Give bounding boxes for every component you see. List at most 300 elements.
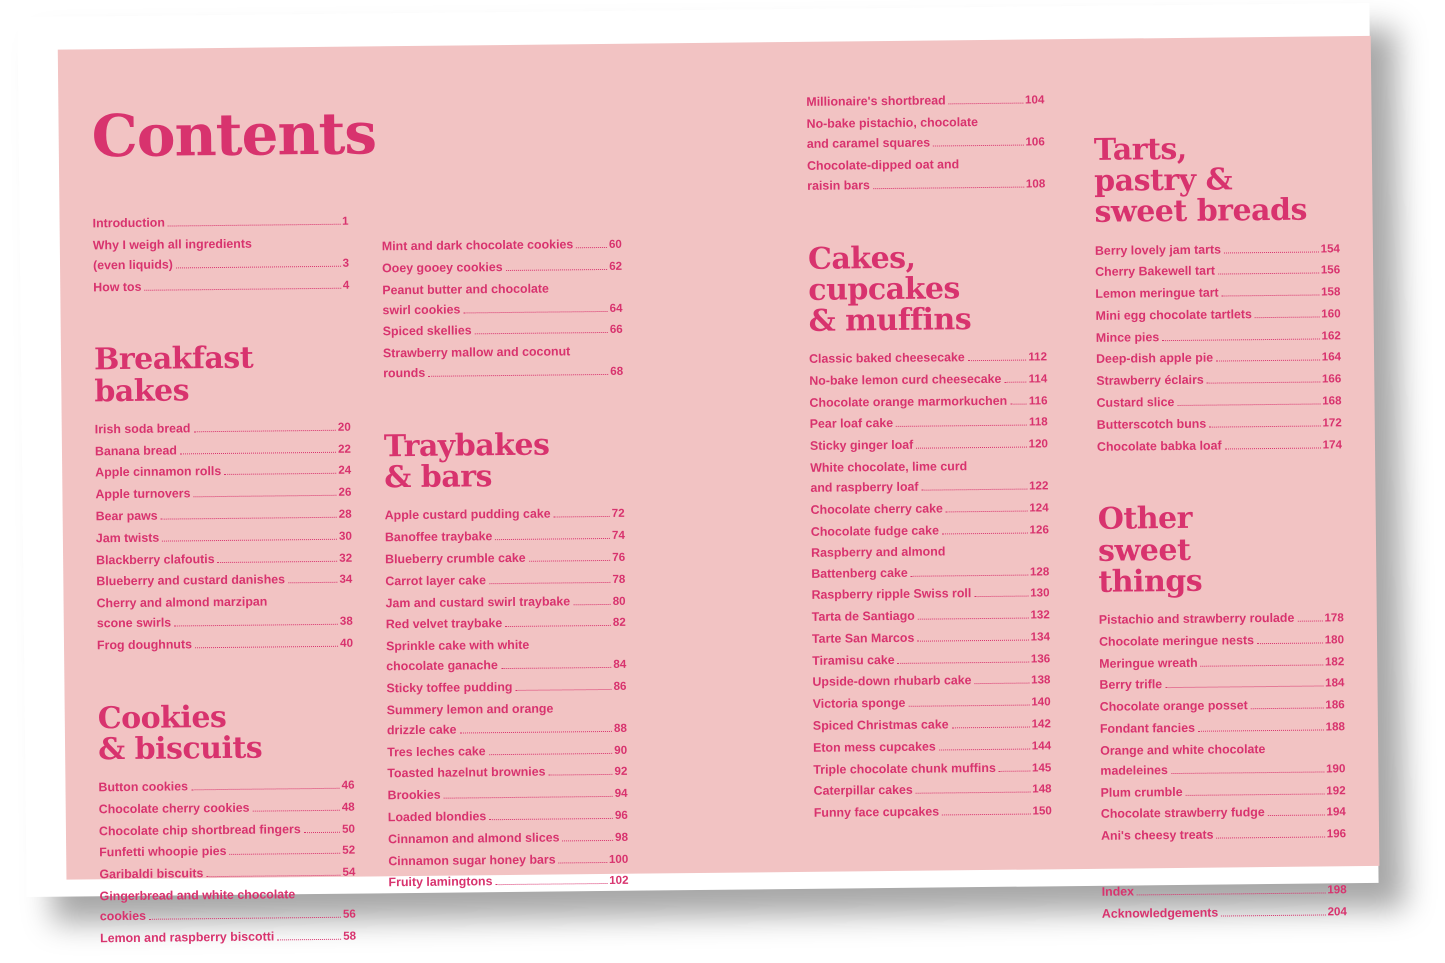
toc-entry[interactable] (388, 827, 628, 850)
toc-page-number: 140 (1031, 695, 1051, 709)
toc-leader-dots (253, 810, 340, 812)
toc-entry[interactable] (1095, 260, 1340, 283)
toc-leader-dots (1201, 664, 1323, 666)
toc-entry[interactable] (387, 698, 627, 741)
toc-entry[interactable] (387, 739, 627, 762)
toc-page-number: 106 (1025, 135, 1045, 149)
toc-entry[interactable] (1099, 607, 1344, 630)
toc-entry[interactable] (96, 525, 352, 548)
toc-page-number: 188 (1325, 720, 1345, 734)
toc-entry[interactable] (1095, 238, 1340, 261)
toc-entry-label: Mince pies (1095, 329, 1160, 345)
toc-entry-row (387, 761, 627, 784)
toc-entry[interactable] (387, 761, 627, 784)
toc-page-number: 46 (341, 778, 355, 792)
toc-leader-dots (1216, 360, 1320, 362)
toc-leader-dots (277, 939, 341, 941)
toc-entry-row (95, 416, 351, 439)
toc-entry[interactable] (810, 412, 1048, 435)
toc-leader-dots (176, 266, 341, 269)
toc-entry-row (385, 547, 625, 570)
toc-entry[interactable] (386, 612, 626, 635)
toc-entry-label: Ooey gooey cookies (382, 259, 503, 276)
toc-page-number: 172 (1322, 416, 1342, 430)
toc-list (385, 503, 629, 893)
toc-list (1102, 879, 1347, 924)
toc-entry[interactable] (98, 775, 354, 798)
toc-entry-row (1095, 281, 1340, 304)
toc-entry-label-cont: chocolate ganache (386, 658, 498, 674)
toc-leader-dots (1268, 815, 1325, 817)
toc-entry[interactable] (811, 497, 1049, 520)
contents-column-2 (380, 94, 628, 895)
toc-entry-label: Caterpillar cakes (813, 783, 913, 799)
toc-entry-label: Chocolate-dipped oat and (806, 156, 960, 173)
toc-page-number: 142 (1031, 717, 1051, 731)
toc-entry[interactable] (813, 692, 1051, 715)
toc-leader-dots (489, 818, 613, 820)
toc-entry[interactable] (1096, 369, 1341, 392)
toc-entry[interactable] (388, 870, 628, 893)
toc-entry[interactable] (93, 232, 349, 276)
toc-page-number: 154 (1320, 241, 1340, 256)
toc-leader-dots (489, 582, 611, 584)
toc-leader-dots (1198, 729, 1324, 731)
toc-entry-label: Sticky ginger loaf (809, 437, 914, 454)
toc-leader-dots (898, 661, 1029, 663)
toc-page-number: 148 (1032, 782, 1052, 796)
toc-entry[interactable] (1096, 325, 1341, 348)
toc-entry-label: Red velvet traybake (385, 616, 503, 632)
toc-page-number: 80 (612, 594, 626, 608)
toc-entry[interactable] (809, 368, 1047, 391)
toc-entry[interactable] (1102, 901, 1347, 924)
toc-leader-dots (1207, 382, 1320, 384)
toc-entry-label: Sprinkle cake with white (385, 637, 530, 654)
toc-page-number: 78 (612, 572, 626, 586)
toc-page-number: 194 (1326, 805, 1346, 819)
toc-leader-dots (501, 667, 612, 669)
toc-entry-row (382, 234, 622, 257)
toc-entry[interactable] (812, 670, 1050, 693)
toc-entry-row (1101, 780, 1346, 803)
toc-page-number: 150 (1032, 804, 1052, 818)
toc-entry-row (385, 569, 625, 592)
toc-entry[interactable] (382, 256, 622, 279)
toc-entry[interactable] (385, 503, 625, 526)
toc-entry[interactable] (1097, 412, 1342, 435)
toc-entry-row (1099, 673, 1344, 696)
toc-entry[interactable] (811, 541, 1049, 584)
toc-entry-label-cont: and raspberry loaf (810, 479, 919, 495)
toc-entry[interactable] (386, 676, 626, 699)
toc-entry-label: Spiced skellies (382, 323, 472, 339)
toc-entry[interactable] (1095, 281, 1340, 304)
toc-page-number: 168 (1322, 394, 1342, 408)
toc-entry[interactable] (100, 884, 356, 928)
contents-columns (58, 36, 1380, 946)
spacer (1101, 845, 1346, 882)
toc-leader-dots (180, 451, 336, 454)
toc-entry[interactable] (809, 390, 1047, 413)
toc-list (382, 234, 624, 385)
toc-page-number: 158 (1320, 285, 1341, 299)
toc-leader-dots (1225, 447, 1321, 449)
toc-entry[interactable] (806, 111, 1044, 154)
toc-entry[interactable] (810, 434, 1048, 457)
toc-entry[interactable] (92, 211, 348, 234)
toc-entry[interactable] (812, 648, 1050, 671)
toc-leader-dots (559, 862, 607, 864)
toc-page-number: 204 (1327, 904, 1347, 919)
toc-entry-row (93, 274, 349, 297)
toc-entry-row (1096, 303, 1341, 326)
toc-entry[interactable] (96, 591, 352, 635)
toc-leader-dots (1251, 708, 1324, 710)
toc-leader-dots (475, 332, 608, 334)
toc-entry[interactable] (1096, 390, 1341, 413)
toc-entry-row (813, 757, 1051, 780)
toc-leader-dots (1221, 914, 1325, 916)
toc-entry[interactable] (100, 925, 356, 948)
toc-entry[interactable] (385, 590, 625, 613)
spacer (383, 383, 623, 432)
toc-entry[interactable] (807, 153, 1045, 196)
toc-entry[interactable] (99, 840, 355, 863)
toc-entry-label: Mint and dark chocolate cookies (381, 237, 574, 254)
toc-entry[interactable] (99, 796, 355, 819)
toc-entry-row (387, 739, 627, 762)
toc-entry-row (813, 713, 1051, 736)
toc-entry-label-cont: (even liquids) (92, 257, 173, 273)
toc-entry[interactable] (1101, 823, 1346, 846)
toc-page-number: 72 (611, 507, 625, 521)
toc-leader-dots (576, 247, 607, 248)
toc-list (92, 211, 349, 298)
toc-entry-label: Blackberry clafoutis (96, 551, 215, 567)
toc-page-number: 68 (610, 365, 624, 379)
toc-entry-row (807, 131, 1045, 154)
toc-entry-label: Jam and custard swirl traybake (385, 593, 571, 610)
toc-entry-row (383, 361, 623, 384)
toc-leader-dots (168, 224, 340, 227)
toc-entry-label: Ani's cheesy treats (1100, 827, 1214, 843)
toc-leader-dots (463, 311, 607, 314)
toc-entry-label: Funfetti whoopie pies (99, 844, 227, 860)
toc-entry-label-cont: cookies (99, 908, 147, 924)
toc-entry-label: Peanut butter and chocolate (382, 281, 549, 297)
toc-page-number: 184 (1325, 676, 1345, 690)
toc-entry-label: Jam twists (95, 530, 160, 546)
contents-column-3 (806, 89, 1052, 824)
toc-page-number: 162 (1321, 328, 1341, 343)
spacer (93, 296, 349, 345)
toc-entry-row (385, 590, 625, 613)
toc-entry-row (96, 525, 352, 548)
toc-entry[interactable] (93, 274, 349, 297)
toc-entry[interactable] (1101, 802, 1346, 825)
toc-entry-label: No-bake lemon curd cheesecake (809, 371, 1002, 388)
toc-entry[interactable] (382, 234, 622, 257)
toc-entry-label: Raspberry ripple Swiss roll (811, 586, 972, 603)
toc-entry[interactable] (812, 604, 1050, 627)
toc-entry-row (388, 848, 628, 871)
spacer (92, 163, 348, 214)
toc-leader-dots (1217, 837, 1325, 839)
toc-entry-label: Fruity lamingtons (388, 874, 493, 890)
toc-entry-label: Banana bread (94, 443, 177, 458)
toc-page-number: 198 (1327, 883, 1347, 897)
toc-list (98, 775, 356, 949)
toc-entry-row (1099, 607, 1344, 630)
toc-entry-row (1102, 879, 1347, 902)
toc-leader-dots (162, 539, 337, 542)
toc-page-number: 94 (614, 787, 628, 801)
toc-entry[interactable] (1096, 303, 1341, 326)
toc-entry[interactable] (1097, 434, 1342, 457)
toc-leader-dots (193, 495, 336, 497)
toc-entry[interactable] (806, 89, 1044, 112)
toc-entry-row (97, 611, 353, 634)
toc-entry[interactable] (387, 783, 627, 806)
toc-entry[interactable] (383, 341, 623, 384)
toc-entry[interactable] (383, 319, 623, 342)
toc-entry[interactable] (813, 779, 1051, 802)
toc-entry-row (96, 569, 352, 592)
toc-entry-row (813, 735, 1051, 758)
toc-entry[interactable] (99, 818, 355, 841)
toc-leader-dots (230, 853, 341, 855)
spacer (1097, 456, 1342, 505)
toc-page-number: 76 (612, 550, 626, 564)
toc-page-number: 186 (1325, 698, 1345, 712)
toc-entry[interactable] (811, 519, 1049, 542)
toc-entry[interactable] (812, 626, 1050, 649)
section-heading: Other sweet things (1097, 501, 1203, 600)
toc-entry-label: Cherry and almond marzipan (96, 594, 268, 611)
toc-entry-label-cont: drizzle cake (386, 722, 457, 738)
contents-column-4 (1093, 86, 1347, 925)
toc-entry-label: Raspberry and almond (811, 544, 946, 561)
toc-entry-row (386, 654, 626, 677)
toc-leader-dots (1171, 771, 1324, 774)
toc-entry[interactable] (95, 460, 351, 483)
toc-entry[interactable] (385, 525, 625, 548)
toc-page-number: 104 (1024, 93, 1045, 107)
toc-entry[interactable] (385, 569, 625, 592)
toc-leader-dots (1224, 251, 1319, 253)
toc-page-number: 90 (614, 743, 628, 757)
toc-page-number: 196 (1326, 827, 1347, 841)
toc-entry[interactable] (97, 633, 353, 656)
toc-page-number: 100 (608, 852, 629, 866)
section-heading: Cookies & biscuits (97, 699, 263, 768)
toc-entry[interactable] (382, 277, 622, 320)
toc-entry[interactable] (1099, 629, 1344, 652)
toc-entry-label: Apple cinnamon rolls (95, 464, 222, 480)
toc-entry[interactable] (814, 800, 1052, 823)
toc-entry-row (811, 519, 1049, 542)
toc-entry-row (812, 626, 1050, 649)
toc-entry[interactable] (388, 848, 628, 871)
toc-entry[interactable] (813, 757, 1051, 780)
toc-entry[interactable] (1100, 694, 1345, 717)
toc-leader-dots (549, 774, 613, 776)
toc-entry-row (810, 412, 1048, 435)
toc-entry-row (1097, 412, 1342, 435)
toc-leader-dots (505, 625, 611, 627)
toc-entry[interactable] (1099, 651, 1344, 674)
toc-entry-label: Chocolate meringue nests (1098, 632, 1255, 649)
toc-entry[interactable] (385, 547, 625, 570)
toc-entry-row (1099, 651, 1344, 674)
toc-page-number: 26 (338, 485, 352, 499)
toc-page-number: 86 (613, 679, 627, 693)
toc-leader-dots (1177, 404, 1320, 406)
toc-entry-row (810, 434, 1048, 457)
toc-leader-dots (1209, 425, 1320, 427)
toc-page-number: 174 (1322, 437, 1343, 452)
toc-entry[interactable] (809, 346, 1047, 369)
toc-entry-row (97, 633, 353, 656)
toc-entry-row (92, 211, 348, 234)
toc-leader-dots (908, 705, 1029, 707)
toc-page-number: 62 (609, 259, 623, 273)
toc-entry-label: Frog doughnuts (96, 637, 193, 653)
toc-page-number: 28 (338, 507, 352, 521)
toc-entry-row (1096, 347, 1341, 370)
toc-leader-dots (999, 770, 1030, 771)
toc-entry[interactable] (813, 713, 1051, 736)
toc-entry-label: Plum crumble (1100, 784, 1183, 800)
toc-entry-row (809, 346, 1047, 369)
toc-entry-label: Toasted hazelnut brownies (387, 765, 546, 781)
toc-entry[interactable] (1101, 780, 1346, 803)
toc-entry[interactable] (95, 416, 351, 439)
toc-entry-label: Chocolate orange marmorkuchen (809, 393, 1008, 410)
toc-entry-row (1097, 434, 1342, 457)
book-page-sheet (17, 3, 1378, 946)
toc-entry-row (1100, 758, 1345, 781)
toc-entry-label: Bear paws (95, 508, 158, 524)
toc-leader-dots (974, 596, 1028, 598)
toc-entry[interactable] (388, 805, 628, 828)
toc-entry-row (1095, 238, 1340, 261)
toc-page-number: 130 (1030, 586, 1050, 600)
toc-entry-label: Funny face cupcakes (813, 804, 940, 820)
toc-entry-row (96, 504, 352, 527)
toc-entry-label: Acknowledgements (1101, 905, 1219, 921)
toc-entry-row (96, 547, 352, 570)
toc-page-number: 52 (342, 844, 356, 858)
toc-page-number: 164 (1321, 350, 1342, 364)
toc-list (809, 346, 1052, 823)
toc-entry-row (99, 818, 355, 841)
toc-page-number: 134 (1030, 630, 1051, 644)
toc-entry-row (813, 779, 1051, 802)
toc-leader-dots (554, 516, 610, 518)
toc-page-number: 192 (1326, 783, 1346, 797)
toc-page-number: 128 (1029, 564, 1050, 579)
toc-entry-row (385, 503, 625, 526)
toc-entry-row (93, 253, 349, 276)
toc-entry-label: Chocolate cherry cookies (98, 800, 250, 817)
toc-entry[interactable] (1099, 673, 1344, 696)
spacer (1093, 86, 1338, 135)
toc-page-number: 84 (613, 658, 627, 672)
toc-entry[interactable] (96, 569, 352, 592)
toc-leader-dots (1297, 620, 1322, 621)
toc-entry-row (809, 390, 1047, 413)
toc-leader-dots (1137, 892, 1325, 895)
toc-page-number: 108 (1025, 177, 1046, 191)
toc-page-number: 144 (1031, 739, 1052, 753)
toc-entry-label: Lemon meringue tart (1095, 285, 1219, 301)
toc-entry-row (100, 925, 356, 948)
toc-entry-row (98, 775, 354, 798)
toc-entry-label: Meringue wreath (1099, 655, 1198, 671)
toc-page-number: 166 (1321, 372, 1342, 386)
spacer (807, 195, 1045, 243)
toc-entry-row (387, 718, 627, 741)
toc-leader-dots (939, 748, 1030, 750)
toc-leader-dots (460, 731, 613, 734)
toc-list (1095, 238, 1342, 457)
toc-entry[interactable] (811, 583, 1049, 606)
section-heading: Tarts, pastry & sweet breads (1093, 131, 1308, 231)
toc-entry-row (1096, 369, 1341, 392)
toc-leader-dots (161, 517, 337, 520)
toc-leader-dots (191, 788, 340, 791)
page-title: Contents (91, 99, 377, 171)
toc-page-number: 160 (1321, 307, 1341, 321)
toc-entry-label: Orange and white chocolate (1100, 741, 1266, 758)
toc-entry[interactable] (95, 438, 351, 461)
toc-page-number: 156 (1320, 263, 1341, 277)
toc-entry[interactable] (1102, 879, 1347, 902)
toc-entry[interactable] (96, 547, 352, 570)
toc-leader-dots (506, 269, 608, 271)
toc-entry[interactable] (386, 634, 626, 677)
toc-entry[interactable] (96, 504, 352, 527)
toc-entry-row (382, 256, 622, 279)
toc-entry-label: Chocolate chip shortbread fingers (98, 821, 301, 838)
toc-entry-label: Millionaire's shortbread (806, 93, 946, 109)
toc-page-number: 124 (1029, 501, 1049, 515)
toc-leader-dots (174, 624, 338, 627)
toc-leader-dots (149, 917, 341, 920)
toc-page-number: 96 (614, 808, 628, 822)
toc-entry[interactable] (810, 455, 1048, 498)
toc-entry[interactable] (1096, 347, 1341, 370)
toc-entry-row (95, 460, 351, 483)
toc-entry-label: Tiramisu cake (812, 652, 895, 668)
toc-entry[interactable] (1100, 716, 1345, 739)
toc-entry[interactable] (99, 862, 355, 885)
toc-leader-dots (952, 727, 1030, 729)
toc-entry-label: Strawberry éclairs (1096, 372, 1204, 389)
toc-entry[interactable] (1100, 738, 1345, 781)
toc-entry[interactable] (95, 482, 351, 505)
toc-leader-dots (1186, 793, 1325, 795)
toc-page-number: 182 (1324, 654, 1345, 668)
toc-leader-dots (873, 186, 1024, 189)
toc-entry-row (810, 475, 1048, 498)
toc-entry[interactable] (813, 735, 1051, 758)
toc-leader-dots (444, 796, 613, 799)
toc-entry-row (386, 676, 626, 699)
toc-leader-dots (144, 287, 340, 290)
